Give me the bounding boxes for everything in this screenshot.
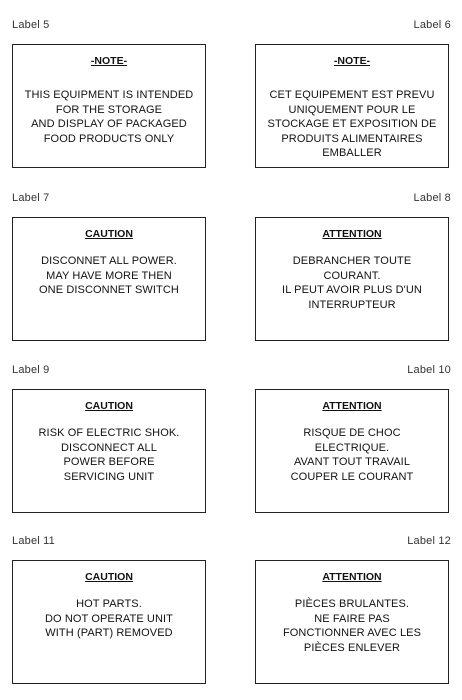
label-box — [12, 44, 206, 168]
label-box — [12, 389, 206, 513]
label-line: FOOD PRODUCTS ONLY — [43, 132, 175, 145]
label-line: DEBRANCHER TOUTE — [292, 255, 412, 267]
label-box — [255, 389, 449, 513]
label-caption: Label 12 — [407, 535, 451, 547]
label-7 — [12, 191, 208, 341]
label-line: UNIQUEMENT POUR LE — [288, 103, 416, 116]
label-12 — [255, 534, 451, 684]
label-10 — [255, 363, 451, 513]
label-body — [13, 88, 205, 146]
label-line: INTERRUPTEUR — [308, 298, 396, 311]
label-body — [13, 597, 205, 641]
label-body — [256, 254, 448, 312]
label-line: SERVICING UNIT — [63, 470, 155, 483]
label-box — [12, 217, 206, 341]
label-line: PRODUITS ALIMENTAIRES — [281, 132, 423, 145]
label-line: WITH (PART) REMOVED — [45, 627, 173, 639]
label-line: PIÈCES ENLEVER — [303, 641, 401, 654]
label-box — [12, 560, 206, 684]
label-heading: ATTENTION — [322, 571, 382, 583]
label-line: MAY HAVE MORE THEN — [46, 269, 172, 282]
label-line: FOR THE STORAGE — [55, 103, 163, 116]
label-heading: ATTENTION — [322, 228, 382, 240]
label-heading: CAUTION — [85, 228, 133, 240]
label-line: DISCONNET ALL POWER. — [41, 255, 177, 267]
label-6 — [255, 18, 451, 168]
label-line: HOT PARTS. — [76, 598, 142, 610]
label-heading: -NOTE- — [333, 55, 371, 67]
label-line: NE FAIRE PAS — [314, 612, 390, 625]
label-line: PIÈCES BRULANTES. — [294, 598, 410, 610]
label-caption: Label 11 — [12, 535, 55, 547]
label-caption: Label 5 — [12, 19, 50, 31]
label-body — [13, 426, 205, 484]
label-heading: ATTENTION — [322, 400, 382, 412]
label-heading: CAUTION — [85, 400, 133, 412]
label-line: IL PEUT AVOIR PLUS D'UN — [282, 284, 422, 296]
label-box — [255, 44, 449, 168]
label-11 — [12, 534, 208, 684]
label-box — [255, 217, 449, 341]
label-line: ELECTRIQUE. — [314, 441, 390, 454]
label-body — [256, 597, 448, 655]
label-line: POWER BEFORE — [63, 456, 155, 468]
label-line: EMBALLER — [322, 147, 382, 159]
label-caption: Label 7 — [12, 192, 50, 204]
label-line: AVANT TOUT TRAVAIL — [293, 456, 411, 468]
label-line: COURANT. — [323, 269, 381, 282]
label-box — [255, 560, 449, 684]
label-line: THIS EQUIPMENT IS INTENDED — [24, 89, 194, 101]
label-heading: CAUTION — [85, 571, 133, 583]
label-caption: Label 6 — [413, 19, 451, 31]
label-body — [256, 88, 448, 161]
label-line: RISK OF ELECTRIC SHOK. — [38, 427, 180, 439]
label-body — [13, 254, 205, 298]
label-line: DISCONNECT ALL — [61, 441, 157, 454]
label-heading: -NOTE- — [90, 55, 128, 67]
label-5 — [12, 18, 208, 168]
label-line: DO NOT OPERATE UNIT — [44, 612, 173, 625]
label-caption: Label 8 — [413, 192, 451, 204]
label-line: AND DISPLAY OF PACKAGED — [31, 118, 187, 130]
label-8 — [255, 191, 451, 341]
label-line: CET EQUIPEMENT EST PREVU — [269, 89, 435, 101]
label-line: ONE DISCONNET SWITCH — [39, 284, 179, 296]
label-line: RISQUE DE CHOC — [303, 427, 401, 439]
label-body — [256, 426, 448, 484]
label-line: COUPER LE COURANT — [290, 470, 414, 483]
label-line: STOCKAGE ET EXPOSITION DE — [267, 118, 437, 130]
label-caption: Label 10 — [407, 364, 451, 376]
label-caption: Label 9 — [12, 364, 50, 376]
label-9 — [12, 363, 208, 513]
label-line: FONCTIONNER AVEC LES — [282, 627, 422, 639]
